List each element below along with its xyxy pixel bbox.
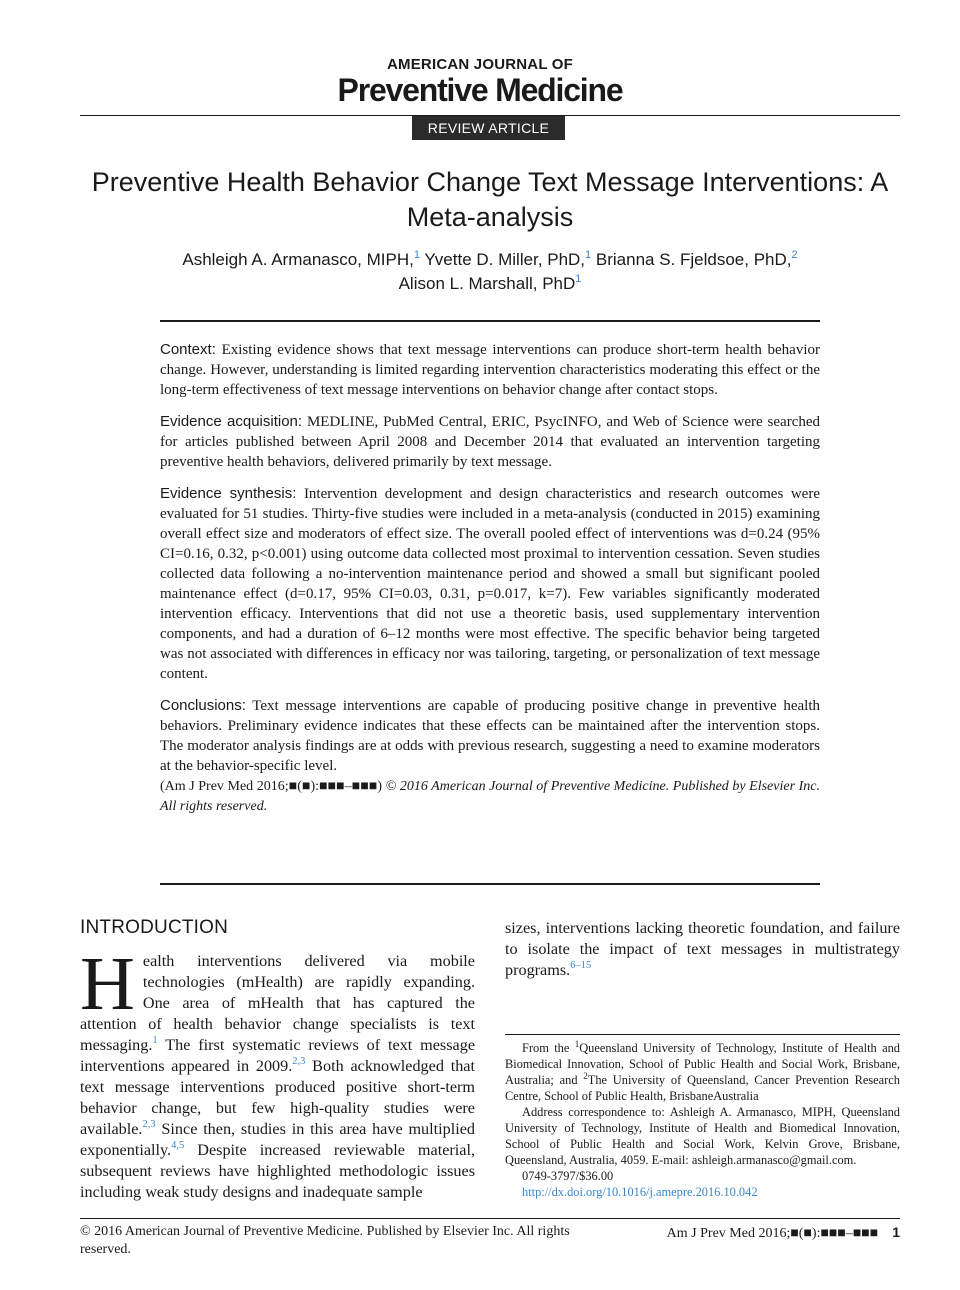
body-text: The first systematic reviews of text message interventions appeared in 2009.	[80, 1036, 475, 1075]
abstract	[160, 340, 820, 817]
author-name: Yvette D. Miller, PhD,	[424, 250, 586, 269]
page-number: 1	[892, 1224, 900, 1240]
abstract-label: Evidence acquisition:	[160, 413, 303, 430]
abstract-synthesis	[160, 484, 820, 684]
affiliation-ref[interactable]: 1	[413, 249, 420, 261]
author-name: Alison L. Marshall, PhD	[398, 274, 576, 293]
footer-divider	[80, 1218, 900, 1219]
body-column-right	[505, 918, 900, 981]
footnote-divider	[505, 1034, 900, 1035]
abstract-label: Conclusions:	[160, 697, 246, 714]
affiliation-footnote	[505, 1040, 900, 1200]
affiliations	[505, 1040, 900, 1104]
footer-copyright: © 2016 American Journal of Preventive Medicine. Published by Elsevier Inc. All rights reserved.	[80, 1224, 570, 1257]
abstract-text: Intervention development and design characteristics and research outcomes were evaluated for 51 studies. Thirty-five studies were included in a meta-analysis (conducted in 2015) examining overall effect size and moderators of effect size. The overall pooled effect of interventions was d=0.24 (95% CI=0.16, 0.32, p<0.001) using outcome data collected most proximal to intervention cessation. Seven studies collected data following a no-intervention maintenance period and showed a small but significant pooled maintenance effect (d=0.17, 95% CI=0.03, 0.31, p=0.017, k=7). Few variables significantly moderated intervention efficacy. Interventions that did not use a theoretic basis, used supplementary intervention components, and had a duration of 6–12 months were most effective. The specific behavior being targeted was not associated with differences in efficacy nor was tailoring, targeting, or personalization of text message content.	[160, 486, 820, 682]
footer-running-citation	[667, 1223, 900, 1243]
abstract-text: Text message interventions are capable of producing positive change in preventive health behaviors. Preliminary evidence indicates that these effects can be maintained after the intervention stops. The moderator analysis findings are at odds with previous research, suggesting a need to examine moderators at the behavior-specific level.	[160, 698, 821, 774]
journal-name-top: AMERICAN JOURNAL OF	[386, 56, 574, 73]
body-text: Since then, studies in this area have multiplied exponentially.	[80, 1120, 475, 1159]
affiliation-ref[interactable]: 1	[575, 273, 582, 285]
abstract-conclusions	[160, 696, 820, 776]
journal-name-main: Preventive Medicine	[337, 72, 623, 108]
body-text: sizes, interventions lacking theoretic foundation, and failure to isolate the impact of text messages in multistrategy programs.	[505, 919, 900, 979]
author-name: Ashleigh A. Armanasco, MIPH,	[182, 250, 414, 269]
article-title: Preventive Health Behavior Change Text Message Interventions: A Meta-analysis	[91, 167, 889, 232]
doi-link[interactable]: http://dx.doi.org/10.1016/j.amepre.2016.10.042	[522, 1185, 758, 1199]
reference-link[interactable]: 1	[152, 1035, 158, 1046]
abstract-label: Evidence synthesis:	[160, 485, 297, 502]
correspondence: Address correspondence to: Ashleigh A. Armanasco, MIPH, Queensland University of Technology, Institute of Health and Biomedical Innovation, School of Public Health and Social Work, Kelvin Grove, Brisbane, Queensland, Australia, 4059. E-mail: ashleigh.armanasco@gmail.com.	[505, 1105, 900, 1167]
affiliation-number: 2	[583, 1071, 588, 1081]
intro-paragraph-continued	[505, 918, 900, 981]
citation-plain: (Am J Prev Med 2016;■(■):■■■–■■■)	[160, 779, 383, 794]
abstract-top-rule	[160, 320, 820, 322]
reference-link[interactable]: 4,5	[171, 1140, 185, 1151]
abstract-citation	[160, 777, 820, 817]
reference-link[interactable]: 2,3	[292, 1056, 306, 1067]
issn-price: 0749-3797/$36.00	[522, 1169, 614, 1183]
article-type-badge: REVIEW ARTICLE	[412, 116, 565, 140]
reference-link[interactable]: 6–15	[570, 960, 592, 971]
abstract-context	[160, 340, 820, 400]
abstract-text: Existing evidence shows that text message interventions can produce short-term health behavior change. However, understanding is limited regarding intervention characteristics moderating this effect or the long-term effectiveness of text message interventions on behavior change after contact stops.	[160, 342, 821, 398]
affiliation-ref[interactable]: 2	[791, 249, 798, 261]
affiliation-ref[interactable]: 1	[585, 249, 592, 261]
citation-copyright: © 2016 American Journal of Preventive Medicine. Published by Elsevier Inc. All rights reserved.	[160, 779, 820, 814]
affiliation-number: 1	[574, 1039, 580, 1049]
drop-cap: H	[80, 942, 135, 1026]
author-name: Brianna S. Fjeldsoe, PhD,	[595, 250, 792, 269]
abstract-label: Context:	[160, 341, 216, 358]
body-column-left	[80, 942, 475, 1203]
abstract-acquisition	[160, 412, 820, 472]
footnote-text: From the	[522, 1041, 575, 1055]
body-text: ealth interventions delivered via mobile technologies (mHealth) are rapidly expanding. One area of mHealth that has captured the attention of health behavior change specialists is text messaging.	[80, 952, 475, 1054]
author-list	[80, 248, 900, 296]
abstract-text: MEDLINE, PubMed Central, ERIC, PsycINFO, and Web of Science were searched for articles published between April 2008 and December 2014 that evaluated an intervention targeting preventive health behaviors, delivered primarily by text message.	[160, 414, 821, 470]
running-citation-text: Am J Prev Med 2016;■(■):■■■–■■■	[666, 1226, 879, 1241]
abstract-bottom-rule	[160, 883, 820, 885]
intro-paragraph	[80, 942, 475, 1203]
body-text: Both acknowledged that text message interventions produced positive short-term behavior change, but few high-quality studies were available.	[80, 1057, 475, 1138]
reference-link[interactable]: 2,3	[142, 1119, 156, 1130]
body-text: Despite increased reviewable material, subsequent reviews have highlighted methodologic issues including weak study designs and inadequate sample	[80, 1141, 475, 1201]
section-heading-introduction: INTRODUCTION	[80, 917, 229, 938]
footnote-text: The University of Queensland, Cancer Prevention Research Centre, School of Public Health, BrisbaneAustralia	[505, 1073, 900, 1103]
footnote-text: Queensland University of Technology, Institute of Health and Biomedical Innovation, School of Public Health and Social Work, Brisbane, Australia; and	[505, 1041, 900, 1087]
